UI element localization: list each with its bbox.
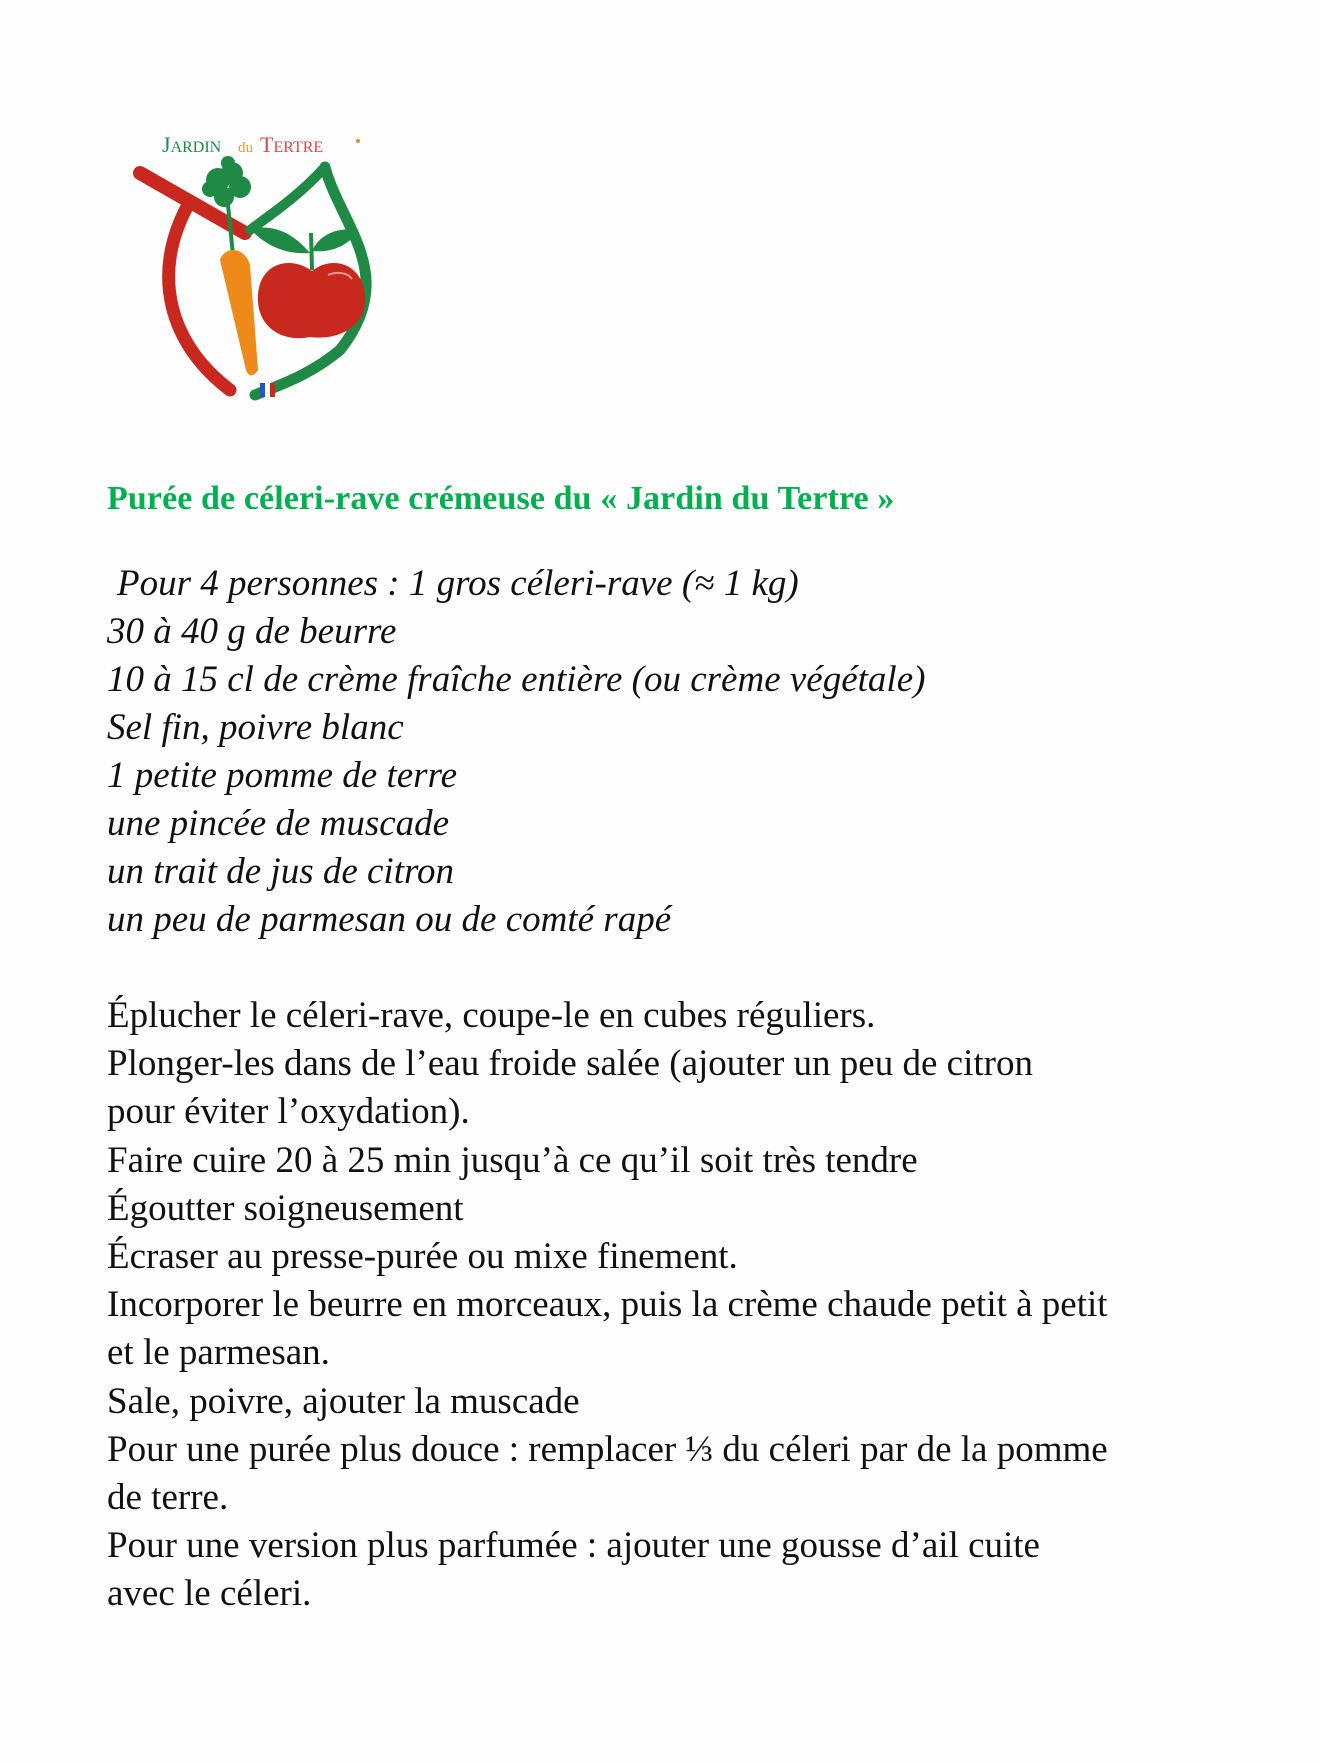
instruction-line: de terre. [107, 1477, 229, 1519]
logo-text-jardin: JARDIN [162, 132, 222, 157]
ingredient-line: 1 petite pomme de terre [107, 755, 458, 796]
logo-illustration-icon [100, 105, 425, 420]
instruction-line: Égoutter soigneusement [107, 1187, 464, 1229]
instruction-line: Écraser au presse-purée ou mixe finement. [107, 1236, 738, 1278]
instruction-line: Incorporer le beurre en morceaux, puis la crème chaude petit à petit [107, 1284, 1108, 1326]
ingredient-line: un trait de jus de citron [107, 851, 455, 892]
ingredients-list [107, 560, 925, 944]
ingredient-line: un peu de parmesan ou de comté rapé [107, 899, 672, 940]
instruction-line: Plonger-les dans de l’eau froide salée (ajouter un peu de citron [107, 1043, 1033, 1085]
recipe-title: Purée de céleri-rave crémeuse du « Jardin du Tertre » [107, 480, 895, 517]
ingredient-line: 30 à 40 g de beurre [107, 611, 397, 652]
instructions [107, 992, 1108, 1619]
instruction-line: et le parmesan. [107, 1332, 330, 1374]
ingredient-line: 10 à 15 cl de crème fraîche entière (ou crème végétale) [107, 659, 926, 700]
ingredient-line: une pincée de muscade [107, 803, 450, 844]
logo-text-du: du [238, 140, 253, 156]
instruction-line: Pour une purée plus douce : remplacer ⅓ du céleri par de la pomme [107, 1428, 1108, 1470]
instruction-line: Pour une version plus parfumée : ajouter une gousse d’ail cuite [107, 1525, 1040, 1567]
ingredient-line: Pour 4 personnes : 1 gros céleri-rave (≈ 1 kg) [117, 563, 799, 604]
logo-text-tertre: TERTRE [260, 132, 324, 157]
instruction-line: Faire cuire 20 à 25 min jusqu’à ce qu’il soit très tendre [107, 1139, 918, 1181]
instruction-line: pour éviter l’oxydation). [107, 1091, 470, 1133]
jardin-du-tertre-logo [100, 105, 425, 420]
ingredient-line: Sel fin, poivre blanc [107, 707, 404, 748]
instruction-line: avec le céleri. [107, 1573, 312, 1615]
instruction-line: Sale, poivre, ajouter la muscade [107, 1380, 580, 1422]
instruction-line: Éplucher le céleri-rave, coupe-le en cubes réguliers. [107, 995, 876, 1036]
